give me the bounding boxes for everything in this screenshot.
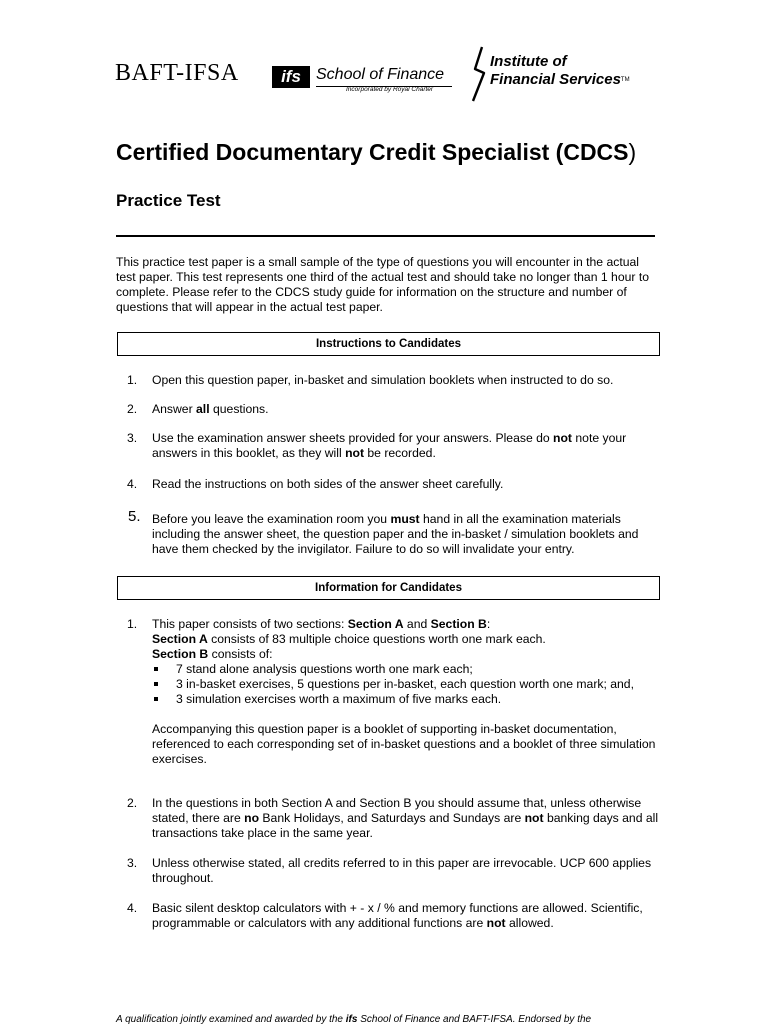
- item-number: 3.: [127, 431, 138, 445]
- item-text: [152, 796, 662, 841]
- text-run: banking days and all transactions take place in the same year.: [152, 811, 659, 840]
- bold-run: no: [244, 811, 260, 825]
- item-text: Unless otherwise stated, all credits referred to in this paper are irrevocable. UCP 600 applies throughout.: [152, 856, 652, 885]
- item-text: [152, 512, 662, 557]
- bold-run: Section A: [347, 617, 404, 631]
- bullet-item: 3 simulation exercises worth a maximum of five marks each.: [152, 692, 721, 707]
- bold-run: must: [390, 512, 420, 526]
- bullet-item: 3 in-basket exercises, 5 questions per in-basket, each question worth one mark; and,: [152, 677, 721, 692]
- item-number: 1.: [127, 617, 138, 631]
- instructions-heading: Instructions to Candidates: [315, 338, 462, 350]
- bullet-item: 7 stand alone analysis questions worth one mark each;: [152, 662, 721, 677]
- page-title: [116, 139, 636, 166]
- section-b-line: [152, 647, 662, 662]
- item-text: Read the instructions on both sides of the answer sheet carefully.: [152, 477, 504, 491]
- title-close-paren: ): [628, 139, 637, 165]
- text-run: note your answers in this booklet, as they will: [152, 431, 627, 460]
- item-number: 5.: [128, 508, 141, 525]
- bold-run: not: [486, 916, 506, 930]
- text-run: :: [486, 617, 491, 631]
- trademark-mark: TM: [620, 77, 630, 83]
- bold-run: not: [553, 431, 572, 445]
- institute-line1: Institute of: [490, 53, 567, 70]
- text-run: This paper consists of two sections:: [152, 617, 348, 631]
- item-text: [152, 901, 662, 931]
- item-number: 4.: [127, 477, 138, 491]
- item-number: 1.: [127, 373, 138, 387]
- text-run: Bank Holidays, and Saturdays and Sundays are: [259, 811, 525, 825]
- text-run: hand in all the examination materials including the answer sheet, the question paper and the in-basket / simulation booklets and have them checked by the invigilator. Failure to do so will invalidate your entry.: [152, 512, 639, 556]
- page-subtitle: Practice Test: [116, 191, 221, 210]
- text-run: Before you leave the examination room you: [152, 512, 391, 526]
- text-run: and: [403, 617, 431, 631]
- ifs-school-of-finance-logo: [272, 62, 454, 96]
- footer-note: [116, 1014, 656, 1025]
- text-run: A qualification jointly examined and awarded by the: [116, 1014, 346, 1025]
- instructions-heading-box: [117, 332, 660, 356]
- item-text: [152, 402, 662, 417]
- text-run: questions.: [209, 402, 269, 416]
- item-text: [152, 617, 662, 767]
- bold-run: ifs: [345, 1014, 358, 1025]
- item-number: 2.: [127, 796, 138, 810]
- text-run: consists of:: [208, 647, 273, 661]
- item-number: 3.: [127, 856, 138, 870]
- bold-run: not: [345, 446, 365, 460]
- bold-run: Section B: [152, 647, 209, 661]
- baft-ifsa-logo: BAFT-IFSA: [115, 60, 239, 86]
- text-run: allowed.: [505, 916, 554, 930]
- text-run: Answer: [152, 402, 197, 416]
- text-run: School of Finance and BAFT-IFSA. Endorsed by the: [357, 1014, 592, 1025]
- text-run: consists of 83 multiple choice questions worth one mark each.: [207, 632, 546, 646]
- institute-of-financial-services-logo: [470, 45, 660, 105]
- title-main: Certified Documentary Credit Specialist (CDCS: [116, 139, 629, 165]
- item-text: [152, 431, 662, 461]
- text-run: Use the examination answer sheets provided for your answers. Please do: [152, 431, 554, 445]
- institute-line2: Financial Services: [490, 71, 621, 88]
- ifs-swoosh-icon: [470, 45, 492, 103]
- text-run: be recorded.: [364, 446, 436, 460]
- bold-run: all: [196, 402, 210, 416]
- item-number: 2.: [127, 402, 138, 416]
- intro-paragraph: This practice test paper is a small sample of the type of questions you will encounter in the actual test paper. This test represents one third of the actual test and should take no longer than 1 hour to complete. Please refer to the CDCS study guide for information on the structure and number of questions that will appear in the actual test paper.: [116, 255, 649, 314]
- information-heading: Information for Candidates: [315, 582, 462, 594]
- section-a-line: [152, 632, 662, 647]
- title-divider: [116, 235, 655, 237]
- item-text: Open this question paper, in-basket and simulation booklets when instructed to do so.: [152, 373, 614, 387]
- sections-line: [152, 617, 662, 632]
- accompanying-paragraph: Accompanying this question paper is a booklet of supporting in-basket documentation, referenced to each corresponding set of in-basket questions and a booklet of three simulation exercises.: [152, 722, 656, 766]
- text-run: In the questions in both Section A and Section B you should assume that, unless otherwise stated, there are: [152, 796, 642, 825]
- ifs-school-text: School of Finance: [316, 66, 445, 83]
- information-heading-box: [117, 576, 660, 600]
- item-number: 4.: [127, 901, 138, 915]
- ifs-charter-text: Incorporated by Royal Charter: [346, 86, 434, 93]
- bold-run: Section B: [430, 617, 487, 631]
- section-b-bullets: [152, 662, 662, 707]
- institute-name: [490, 53, 630, 89]
- bold-run: not: [524, 811, 544, 825]
- text-run: Basic silent desktop calculators with + - x / % and memory functions are allowed. Scientific, programmable or calculators with any additional functions are: [152, 901, 643, 930]
- bold-run: Section A: [152, 632, 208, 646]
- ifs-logo-box: ifs: [272, 66, 310, 88]
